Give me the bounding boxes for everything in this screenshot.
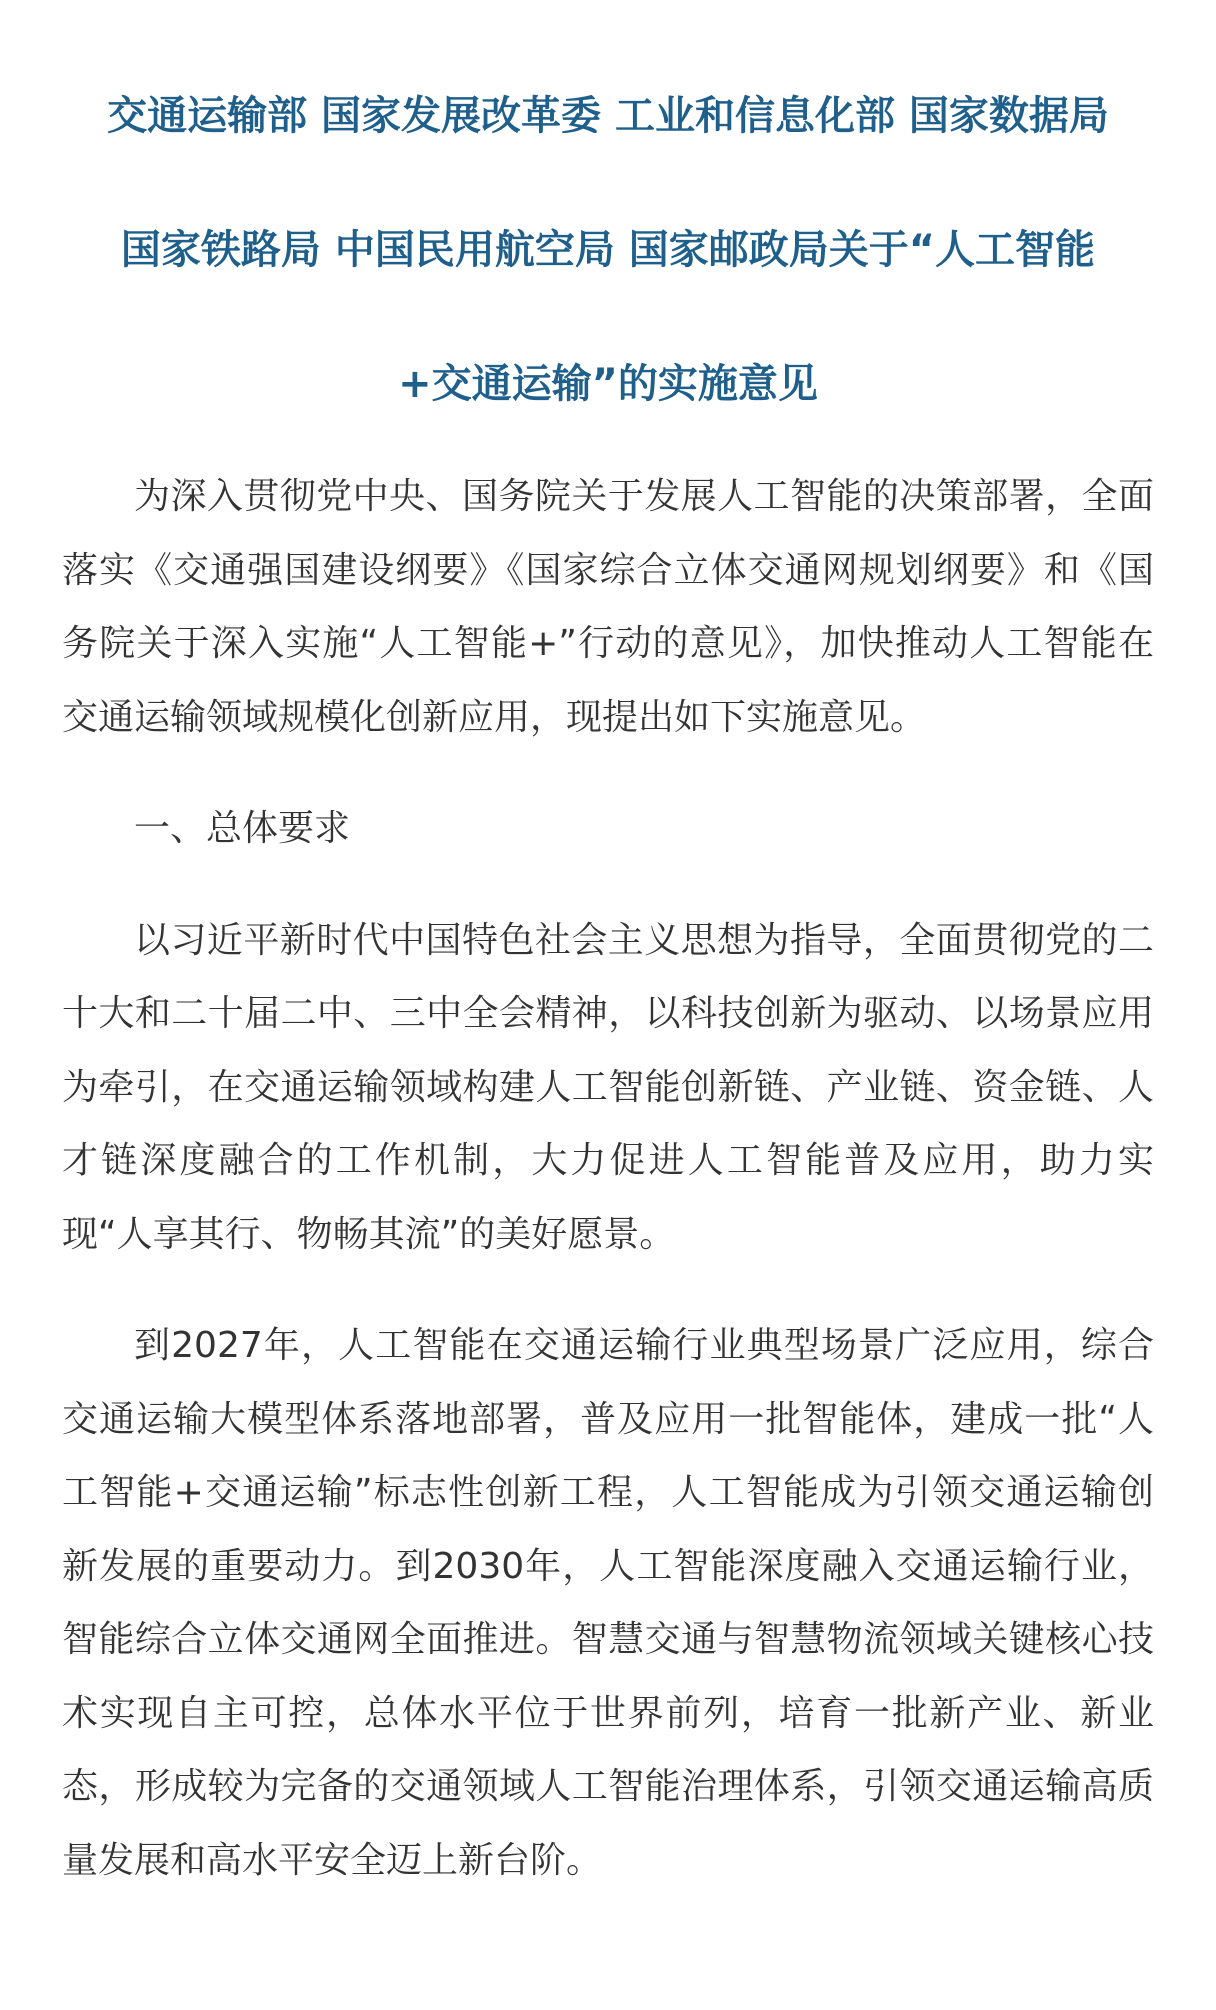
title-line-2: 国家铁路局 中国民用航空局 国家邮政局关于“人工智能 xyxy=(120,227,1096,273)
title-line-3: +交通运输”的实施意见 xyxy=(398,361,818,407)
guiding-ideology-paragraph: 以习近平新时代中国特色社会主义思想为指导，全面贯彻党的二十大和二十届二中、三中全会精神，以科技创新为驱动、以场景应用为牵引，在交通运输领域构建人工智能创新链、产业链、资金链、人才链深度融合的工作机制，大力促进人工智能普及应用，助力实现“人享其行、物畅其流”的美好愿景。 xyxy=(62,919,1154,1255)
title-line-1: 交通运输部 国家发展改革委 工业和信息化部 国家数据局 xyxy=(107,93,1109,139)
intro-paragraph: 为深入贯彻党中央、国务院关于发展人工智能的决策部署，全面落实《交通强国建设纲要》《国家综合立体交通网规划纲要》和《国务院关于深入实施“人工智能+”行动的意见》，加快推动人工智能在交通运输领域规模化创新应用，现提出如下实施意见。 xyxy=(62,476,1154,738)
document-title xyxy=(62,0,1154,420)
document-body xyxy=(62,460,1154,1897)
section-heading-general-requirements: 一、总体要求 xyxy=(134,808,351,849)
goals-paragraph: 到2027年，人工智能在交通运输行业典型场景广泛应用，综合交通运输大模型体系落地部署，普及应用一批智能体，建成一批“人工智能+交通运输”标志性创新工程，人工智能成为引领交通运输创新发展的重要动力。到2030年，人工智能深度融入交通运输行业，智能综合立体交通网全面推进。智慧交通与智慧物流领域关键核心技术实现自主可控，总体水平位于世界前列，培育一批新产业、新业态，形成较为完备的交通领域人工智能治理体系，引领交通运输高质量发展和高水平安全迈上新台阶。 xyxy=(62,1325,1154,1881)
